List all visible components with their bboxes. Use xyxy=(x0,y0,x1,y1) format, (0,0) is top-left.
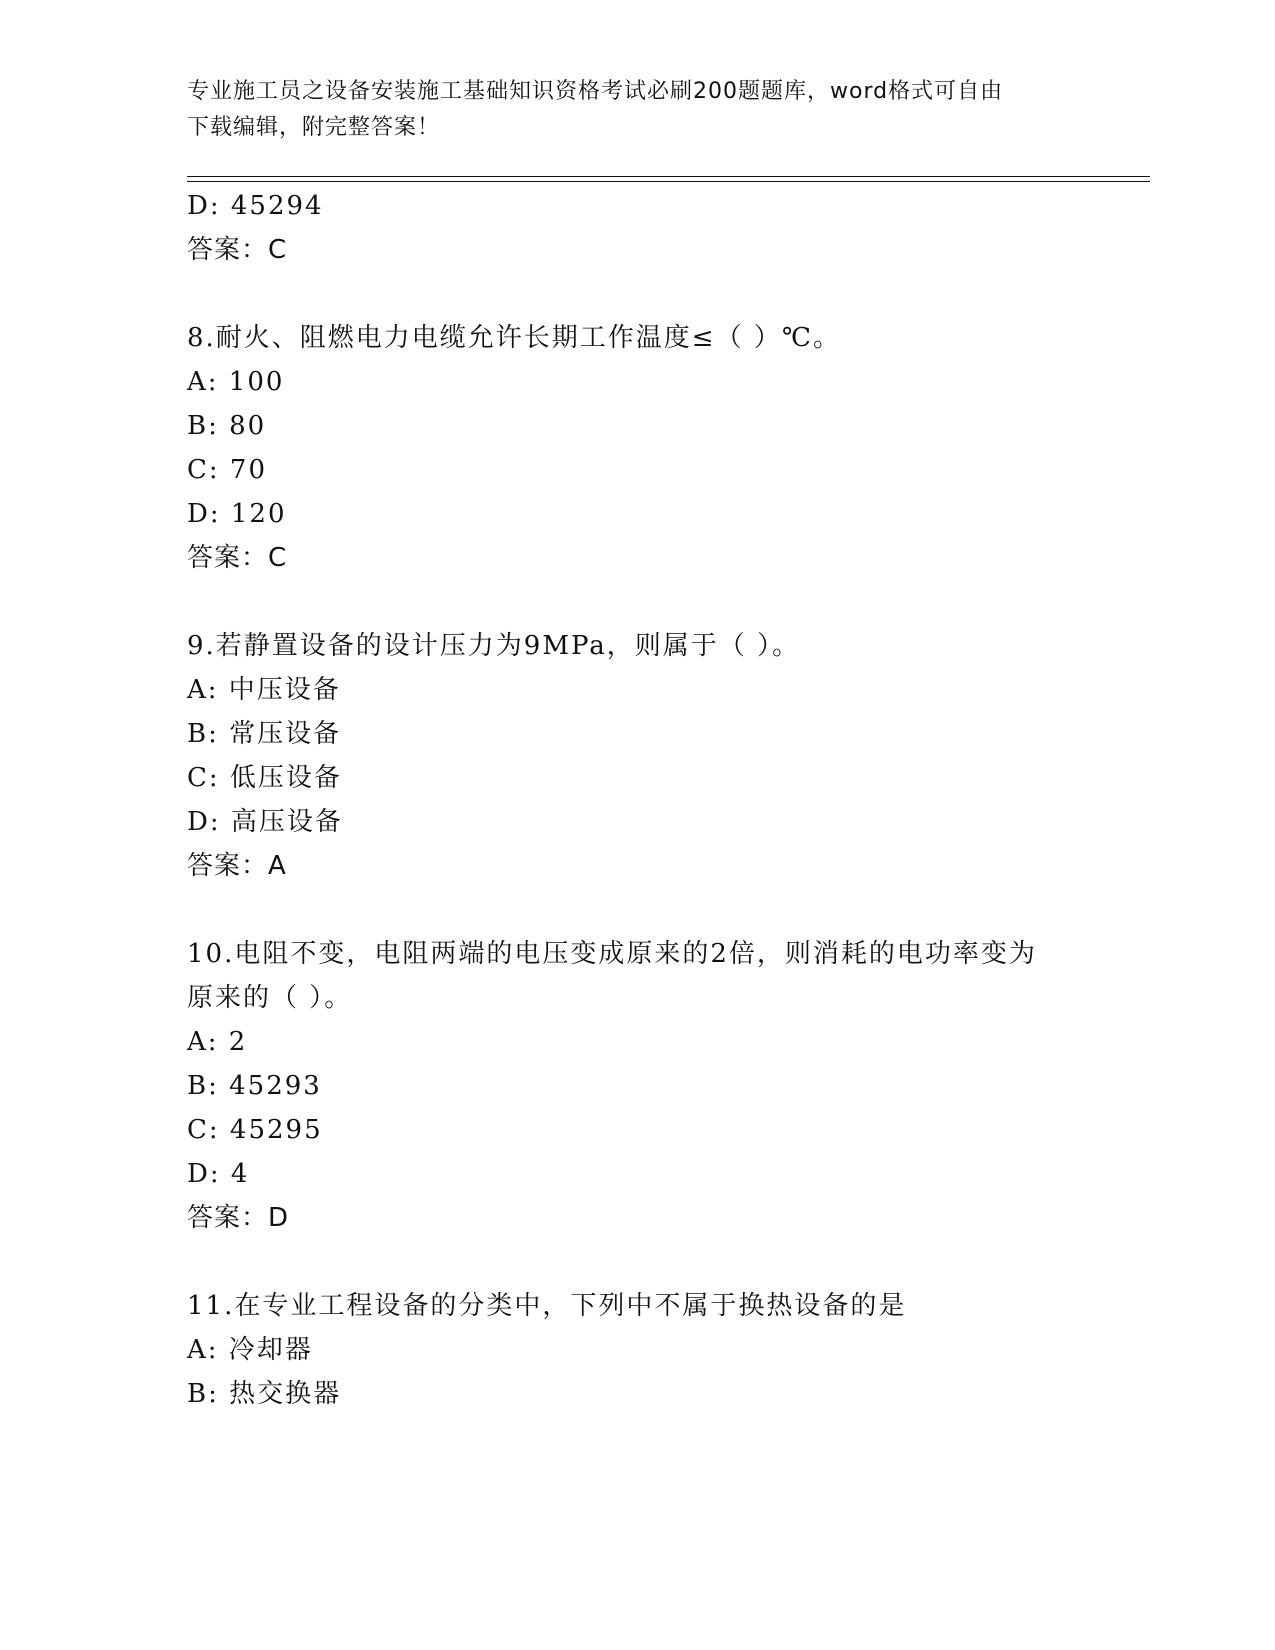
header-line-2: 下载编辑，附完整答案！ xyxy=(187,115,441,140)
q8-option-a: A: 100 xyxy=(187,367,285,397)
document-header xyxy=(187,74,1067,146)
q11-option-b: B: 热交换器 xyxy=(187,1379,342,1409)
prev-option-d: D: 45294 xyxy=(187,191,324,221)
q8-option-d: D: 120 xyxy=(187,499,287,529)
header-line-1: 专业施工员之设备安装施工基础知识资格考试必刷200题题库，word格式可自由 xyxy=(187,79,1004,104)
q8-option-c: C: 70 xyxy=(187,455,268,485)
q11-stem: 11.在专业工程设备的分类中，下列中不属于换热设备的是 xyxy=(187,1291,907,1321)
q9-option-a: A: 中压设备 xyxy=(187,675,341,705)
q9-option-d: D: 高压设备 xyxy=(187,807,343,837)
q11-option-a: A: 冷却器 xyxy=(187,1335,313,1365)
q9-answer: 答案：A xyxy=(187,851,287,881)
q10-stem-line-2: 原来的（ ）。 xyxy=(187,983,353,1013)
q8-option-b: B: 80 xyxy=(187,411,267,441)
q9-option-b: B: 常压设备 xyxy=(187,719,342,749)
header-divider-top xyxy=(187,176,1150,177)
q10-option-a: A: 2 xyxy=(187,1027,248,1057)
q8-answer: 答案：C xyxy=(187,543,288,573)
q8-stem: 8.耐火、阻燃电力电缆允许长期工作温度≤（ ）℃。 xyxy=(187,323,841,353)
q10-stem-line-1: 10.电阻不变，电阻两端的电压变成原来的2倍，则消耗的电功率变为 xyxy=(187,939,1037,969)
prev-answer: 答案：C xyxy=(187,235,288,265)
q10-option-b: B: 45293 xyxy=(187,1071,322,1101)
q10-option-d: D: 4 xyxy=(187,1159,250,1189)
header-divider-bottom xyxy=(187,181,1150,182)
q10-answer: 答案：D xyxy=(187,1203,290,1233)
q10-option-c: C: 45295 xyxy=(187,1115,323,1145)
q9-option-c: C: 低压设备 xyxy=(187,763,342,793)
q9-stem: 9.若静置设备的设计压力为9MPa，则属于（ ）。 xyxy=(187,631,801,661)
